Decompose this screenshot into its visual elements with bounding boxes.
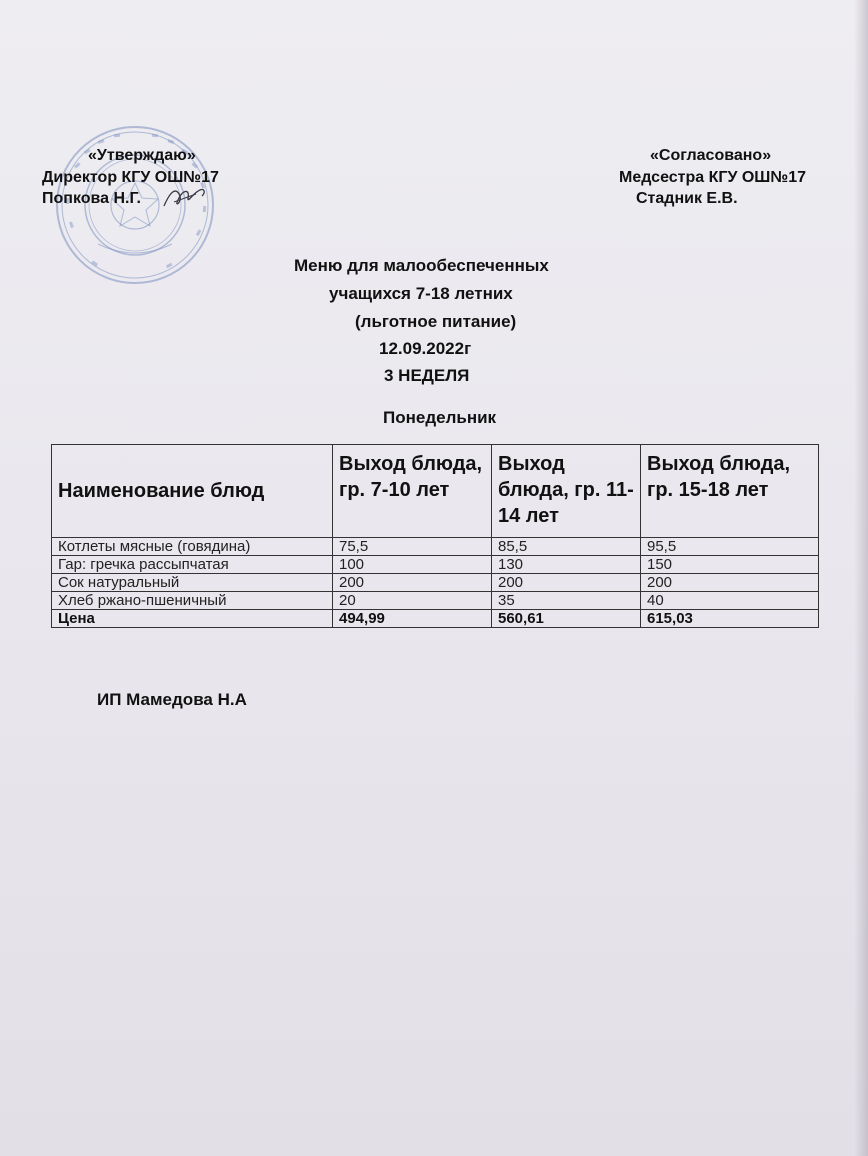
- table-header-row: [52, 445, 819, 538]
- menu-title-line-2: учащихся 7-18 летних: [329, 284, 513, 303]
- dish-name-cell: Гар: гречка рассыпчатая: [52, 556, 333, 574]
- portion-cell: 130: [492, 556, 641, 574]
- menu-title-line-3: (льготное питание): [355, 312, 517, 331]
- page-edge-shadow: [854, 0, 868, 1156]
- price-cell: 494,99: [333, 610, 492, 628]
- portion-cell: 20: [333, 592, 492, 610]
- portion-cell: 200: [333, 574, 492, 592]
- portion-cell: 95,5: [641, 538, 819, 556]
- table-row: [52, 556, 819, 574]
- menu-week: 3 НЕДЕЛЯ: [384, 366, 470, 385]
- dish-name-cell: Котлеты мясные (говядина): [52, 538, 333, 556]
- portion-cell: 200: [641, 574, 819, 592]
- portion-cell: 100: [333, 556, 492, 574]
- approve-name: Попкова Н.Г.: [42, 190, 141, 207]
- menu-title-line-1: Меню для малообеспеченных: [294, 256, 549, 275]
- column-header: Выход блюда, гр. 15-18 лет: [641, 445, 819, 538]
- column-header: Наименование блюд: [52, 445, 333, 538]
- price-cell: 560,61: [492, 610, 641, 628]
- agree-heading: «Согласовано»: [650, 147, 772, 164]
- column-header: Выход блюда, гр. 7-10 лет: [333, 445, 492, 538]
- menu-day: Понедельник: [383, 408, 497, 427]
- agree-name: Стадник Е.В.: [636, 190, 738, 207]
- dish-name-cell: Сок натуральный: [52, 574, 333, 592]
- supplier-name: ИП Мамедова Н.А: [97, 690, 247, 709]
- price-label-cell: Цена: [52, 610, 333, 628]
- table-row: [52, 592, 819, 610]
- portion-cell: 40: [641, 592, 819, 610]
- menu-table: [51, 444, 819, 628]
- approve-position: Директор КГУ ОШ№17: [42, 169, 219, 186]
- approve-heading: «Утверждаю»: [88, 147, 196, 164]
- price-row: [52, 610, 819, 628]
- portion-cell: 75,5: [333, 538, 492, 556]
- column-header: Выход блюда, гр. 11-14 лет: [492, 445, 641, 538]
- table-row: [52, 574, 819, 592]
- table-row: [52, 538, 819, 556]
- portion-cell: 200: [492, 574, 641, 592]
- dish-name-cell: Хлеб ржано-пшеничный: [52, 592, 333, 610]
- menu-date: 12.09.2022г: [379, 339, 472, 358]
- portion-cell: 150: [641, 556, 819, 574]
- portion-cell: 35: [492, 592, 641, 610]
- agree-position: Медсестра КГУ ОШ№17: [619, 169, 806, 186]
- portion-cell: 85,5: [492, 538, 641, 556]
- price-cell: 615,03: [641, 610, 819, 628]
